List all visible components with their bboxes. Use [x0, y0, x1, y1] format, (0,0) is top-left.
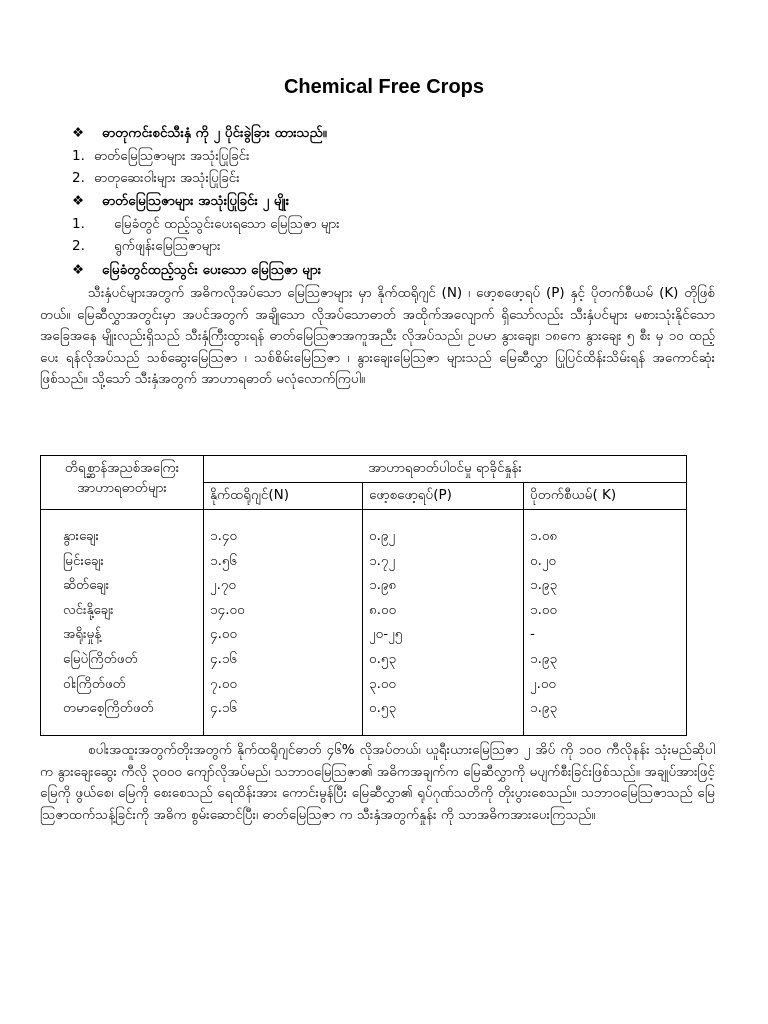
table-cell-source: တမာစေ့ကြိတ်ဖတ် — [63, 700, 154, 717]
outline-item-text: ဓာတုကင်းစင်သီးနှံ ကို ၂ ပိုင်းခွဲခြား ထားသည်။ — [102, 125, 327, 141]
outline-item-text: ဓာတ်မြေသြဇာများ အသုံးပြုခြင်း — [94, 148, 250, 164]
table-cell-p: ၀.၅၃ — [369, 650, 397, 667]
outline-item-text: ရွက်ဖျန်းမြေသြဇာများ — [114, 238, 221, 254]
paragraph-2: စပါးအထူးအတွက်တိုးအတွက် နိုက်ထရိုဂျင်ဓာတ် ၄၆% လိုအပ်တယ်၊ ယူရီးယားမြေသြဇာ ၂ အိပ် ကို ၁၀၀ ကီလိုနန်း သုံးမည်ဆိုပါက နွားချေးဆွေး ကီလို ၃၀၀၀ ကျော်လိုအပ်မည်၊ သဘာဝမြေသြဇာ၏ အဓိကအချက်က မြေဆီလွှာကို မပျက်စီးခြင်းဖြစ်သည်။ အချုပ်အားဖြင့် မြေကို ဖွယ်စေ၊ မြေကို စေးစေသည် ရေထိန်းအား ကောင်းမွန်ပြီး မြေဆီလွှာ၏ ရုပ်ဂုဏ်သတိကို တိုးပွားစေသည်။ သဘာဝမြေသြဇာသည် မြေသြဇာထက်သန့်ခြင်းကို အဓိက စွမ်းဆောင်ပြီး၊ ဓာတ်မြေသြဇာ က သီးနှံအတွက်နှုန်း ကို သာအဓိကအားပေးကြသည်။ — [40, 742, 715, 823]
list-number: 1. — [72, 216, 85, 232]
table-col-header-n: နိုက်ထရိုဂျင်(N) — [204, 483, 363, 510]
table-cell-source: မြင်းချေး — [63, 552, 104, 569]
table-cell-source: အရိုးမှုန့် — [63, 626, 102, 643]
table-cell-n: ၁.၅၆ — [210, 552, 238, 569]
header-source-line2: အာဟာရဓာတ်များ — [77, 480, 167, 496]
column-p-values — [363, 510, 524, 736]
table-cell-source: လင်းနို့ချေး — [63, 601, 114, 618]
diamond-bullet-icon: ❖ — [72, 193, 85, 209]
outline-item — [72, 259, 321, 281]
table-cell-k: ၂.၀၀ — [530, 675, 557, 692]
outline-item — [72, 190, 289, 212]
outline-item-text: ဓာတ်မြေသြဇာများ အသုံးပြုခြင်း ၂ မျိုး — [102, 193, 290, 209]
outline-item — [72, 145, 250, 167]
outline-item — [72, 213, 340, 235]
outline-item-text: ဓာတုဆေးဝါးများ အသုံးပြုခြင်း — [94, 170, 240, 186]
list-number: 2. — [72, 238, 85, 254]
table-cell-k: ၁.၉၃ — [530, 577, 558, 594]
list-number: 1. — [72, 148, 85, 164]
outline-item-text: မြေခံတွင်ထည့်သွင်း ပေးသော မြေသြဇာ များ — [102, 262, 322, 278]
column-source-names — [41, 510, 204, 736]
diamond-bullet-icon: ❖ — [72, 125, 85, 141]
outline-item — [72, 167, 240, 189]
outline-item — [72, 122, 327, 144]
table-cell-source: ဆိတ်ချေး — [63, 577, 110, 594]
column-k-values — [524, 510, 687, 736]
table-cell-p: ၈.၀၀ — [369, 601, 397, 618]
table-body-row — [41, 510, 687, 736]
table-col-header-source — [41, 456, 204, 510]
table-cell-p: ၁.၉၈ — [369, 577, 397, 594]
table-cell-k: ၁.၀၀ — [530, 601, 558, 618]
table-cell-k: ၁.၉၃ — [530, 650, 558, 667]
page-title: Chemical Free Crops — [283, 76, 485, 98]
table-cell-n: ၄.၁၆ — [210, 700, 238, 717]
table-cell-p: ၂၀-၂၅ — [369, 626, 403, 643]
table-cell-source: မြေပဲကြိတ်ဖတ် — [63, 650, 138, 667]
outline-item — [72, 235, 221, 257]
table-cell-p: ၃.၀၀ — [369, 675, 397, 692]
table-cell-p: ၀.၉၂ — [369, 528, 396, 544]
table-cell-n: ၁၄.၀၀ — [210, 601, 245, 618]
nutrient-table — [40, 455, 687, 736]
table-cell-n: ၂.၇၀ — [210, 577, 237, 594]
header-source-line1: တိရစ္ဆာန်အညစ်အကြေး — [64, 460, 180, 476]
list-number: 2. — [72, 170, 85, 186]
table-group-header: အာဟာရဓာတ်ပါဝင်မှု ရာခိုင်နှုန်း — [204, 456, 687, 483]
table-cell-k: - — [530, 626, 535, 643]
outline-item-text: မြေခံတွင် ထည့်သွင်းပေးရသော မြေသြဇာ များ — [114, 216, 340, 232]
paragraph-1: သီးနှံပင်များအတွက် အဓိကလိုအပ်သော မြေသြဇာများ မှာ နိုက်ထရိုဂျင် (N) ၊ ဖော့စဖော့ရပ် (P) နှင့် ပိုတက်စီယမ် (K) တိုဖြစ်တယ်။ မြေဆီလွှာအတွင်းမှာ အပင်အတွက် အချိုသော လိုအပ်သောဓာတ် အထိုက်အလျောက် ရှိသော်လည်း သီးနှံပင်များ မစားသုံးနိုင်သော အခြေအနေ မျိုးလည်းရှိသည် သီးနှံကြီးထွားရန် ဓာတ်မြေသြဇာအကူအညီး လိုအပ်သည်၊ ဥပမာ နွားချေး၊ ၁၈ကေ နွားချေး ၅ စီး မှ ၁၀ ထည့်ပေး ရန်လိုအပ်သည် သစ်ဆွေးမြေသြဇာ ၊ သစ်စိမ်းမြေသြဇာ ၊ နွားချေးမြေသြဇာ များသည် မြေဆီလွှာ ပြုပြင်ထိန်းသိမ်းရန် အကောင်ဆုံးဖြစ်သည်။ သို့သော် သီးနှံအတွက် အာဟာရဓာတ် မလုံလောက်ကြပါ။ — [40, 285, 715, 388]
table-col-header-p: ဖော့စဖော့ရပ်(P) — [363, 483, 524, 510]
table-cell-source: နွားချေး — [63, 528, 99, 544]
table-cell-p: ၀.၅၃ — [369, 700, 397, 717]
table-cell-k: ၁.၀၈ — [530, 528, 558, 544]
table-cell-n: ၁.၄၀ — [210, 528, 238, 544]
table-cell-n: ၇.၀၀ — [210, 675, 238, 692]
diamond-bullet-icon: ❖ — [72, 262, 85, 278]
table-cell-n: ၄.၀၀ — [210, 626, 238, 643]
table-col-header-k: ပိုတက်စီယမ်( K) — [524, 483, 687, 510]
table-cell-k: ၁.၉၃ — [530, 700, 558, 717]
table-cell-n: ၄.၁၆ — [210, 650, 238, 667]
table-cell-k: ၀.၂၀ — [530, 552, 557, 569]
table-cell-p: ၁.၇၂ — [369, 552, 396, 569]
table-cell-source: ဝါးကြိတ်ဖတ် — [63, 675, 126, 692]
column-n-values — [204, 510, 363, 736]
